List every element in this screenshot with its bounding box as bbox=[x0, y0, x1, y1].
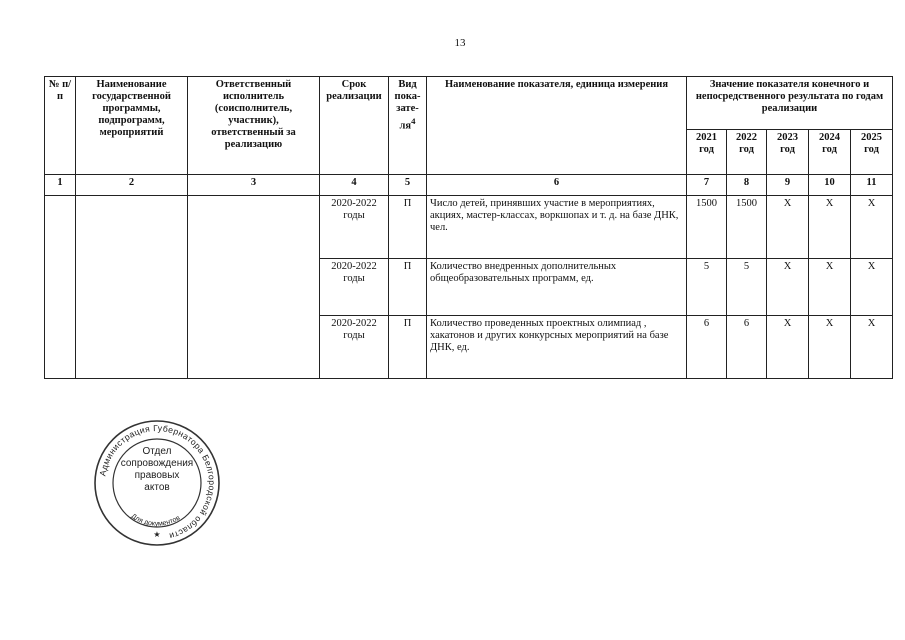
cell-value: Х bbox=[851, 316, 893, 379]
table-row bbox=[45, 196, 893, 259]
cell-type: П bbox=[389, 316, 427, 379]
cell-value: Х bbox=[851, 259, 893, 316]
cell-value: 5 bbox=[687, 259, 727, 316]
cell-term: 2020-2022 годы bbox=[320, 196, 389, 259]
column-number: 2 bbox=[76, 175, 188, 196]
cell-type: П bbox=[389, 196, 427, 259]
cell-value: 1500 bbox=[727, 196, 767, 259]
header-indicator-name: Наименование показателя, единица измерения bbox=[427, 77, 687, 175]
stamp-line: актов bbox=[144, 482, 170, 493]
header-num: № п/п bbox=[45, 77, 76, 175]
column-number: 5 bbox=[389, 175, 427, 196]
header-year: 2025 год bbox=[851, 130, 893, 175]
cell-responsible-empty bbox=[188, 196, 320, 379]
header-program-name: Наименование государственной программы, подпрограмм, мероприятий bbox=[76, 77, 188, 175]
column-number: 1 bbox=[45, 175, 76, 196]
header-responsible: Ответственный исполнитель (соисполнитель, участник), ответственный за реализацию bbox=[188, 77, 320, 175]
column-number: 7 bbox=[687, 175, 727, 196]
cell-value: Х bbox=[809, 259, 851, 316]
indicators-table bbox=[44, 76, 893, 379]
column-number: 9 bbox=[767, 175, 809, 196]
cell-program-empty bbox=[76, 196, 188, 379]
cell-value: Х bbox=[809, 316, 851, 379]
column-number: 8 bbox=[727, 175, 767, 196]
header-year: 2023 год bbox=[767, 130, 809, 175]
stamp-line: Отдел bbox=[142, 446, 172, 457]
stamp-line: сопровождения bbox=[120, 458, 194, 469]
cell-value: 5 bbox=[727, 259, 767, 316]
stamp-bottom-text: Для документов bbox=[129, 512, 182, 528]
cell-value: Х bbox=[851, 196, 893, 259]
page-number: 13 bbox=[454, 37, 466, 49]
cell-value: Х bbox=[767, 316, 809, 379]
column-number: 6 bbox=[427, 175, 687, 196]
cell-term: 2020-2022 годы bbox=[320, 316, 389, 379]
cell-type: П bbox=[389, 259, 427, 316]
column-numbers-row bbox=[45, 175, 893, 196]
stamp-center-text bbox=[112, 446, 202, 494]
cell-value: 1500 bbox=[687, 196, 727, 259]
cell-value: 6 bbox=[687, 316, 727, 379]
cell-value: 6 bbox=[727, 316, 767, 379]
cell-num-empty bbox=[45, 196, 76, 379]
cell-term: 2020-2022 годы bbox=[320, 259, 389, 316]
column-number: 4 bbox=[320, 175, 389, 196]
stamp-star-icon: ★ bbox=[153, 530, 161, 539]
header-indicator-type bbox=[389, 77, 427, 175]
cell-value: Х bbox=[767, 259, 809, 316]
column-number: 11 bbox=[851, 175, 893, 196]
official-stamp bbox=[92, 418, 222, 548]
header-indicator-type-label: Вид пока-зате-ля bbox=[394, 79, 421, 132]
stamp-ring-text: Администрация Губернатора Белгородской области bbox=[97, 422, 218, 542]
svg-text:Для документов bbox=[130, 513, 182, 528]
cell-indicator: Количество проведенных проектных олимпиад , хакатонов и других конкурсных мероприятий на базе ДНК, ед. bbox=[427, 316, 687, 379]
column-number: 10 bbox=[809, 175, 851, 196]
header-values-group: Значение показателя конечного и непосредственного результата по годам реализации bbox=[687, 77, 893, 130]
column-number: 3 bbox=[188, 175, 320, 196]
header-row bbox=[45, 77, 893, 130]
header-year: 2024 год bbox=[809, 130, 851, 175]
cell-indicator: Количество внедренных дополнительных общеобразовательных программ, ед. bbox=[427, 259, 687, 316]
header-year: 2022 год bbox=[727, 130, 767, 175]
cell-value: Х bbox=[809, 196, 851, 259]
header-year: 2021 год bbox=[687, 130, 727, 175]
header-term: Срок реализации bbox=[320, 77, 389, 175]
stamp-line: правовых bbox=[134, 470, 180, 481]
header-indicator-type-footnote: 4 bbox=[411, 116, 416, 126]
cell-value: Х bbox=[767, 196, 809, 259]
cell-indicator: Число детей, принявших участие в мероприятиях, акциях, мастер-классах, воркшопах и т. д. на базе ДНК, чел. bbox=[427, 196, 687, 259]
